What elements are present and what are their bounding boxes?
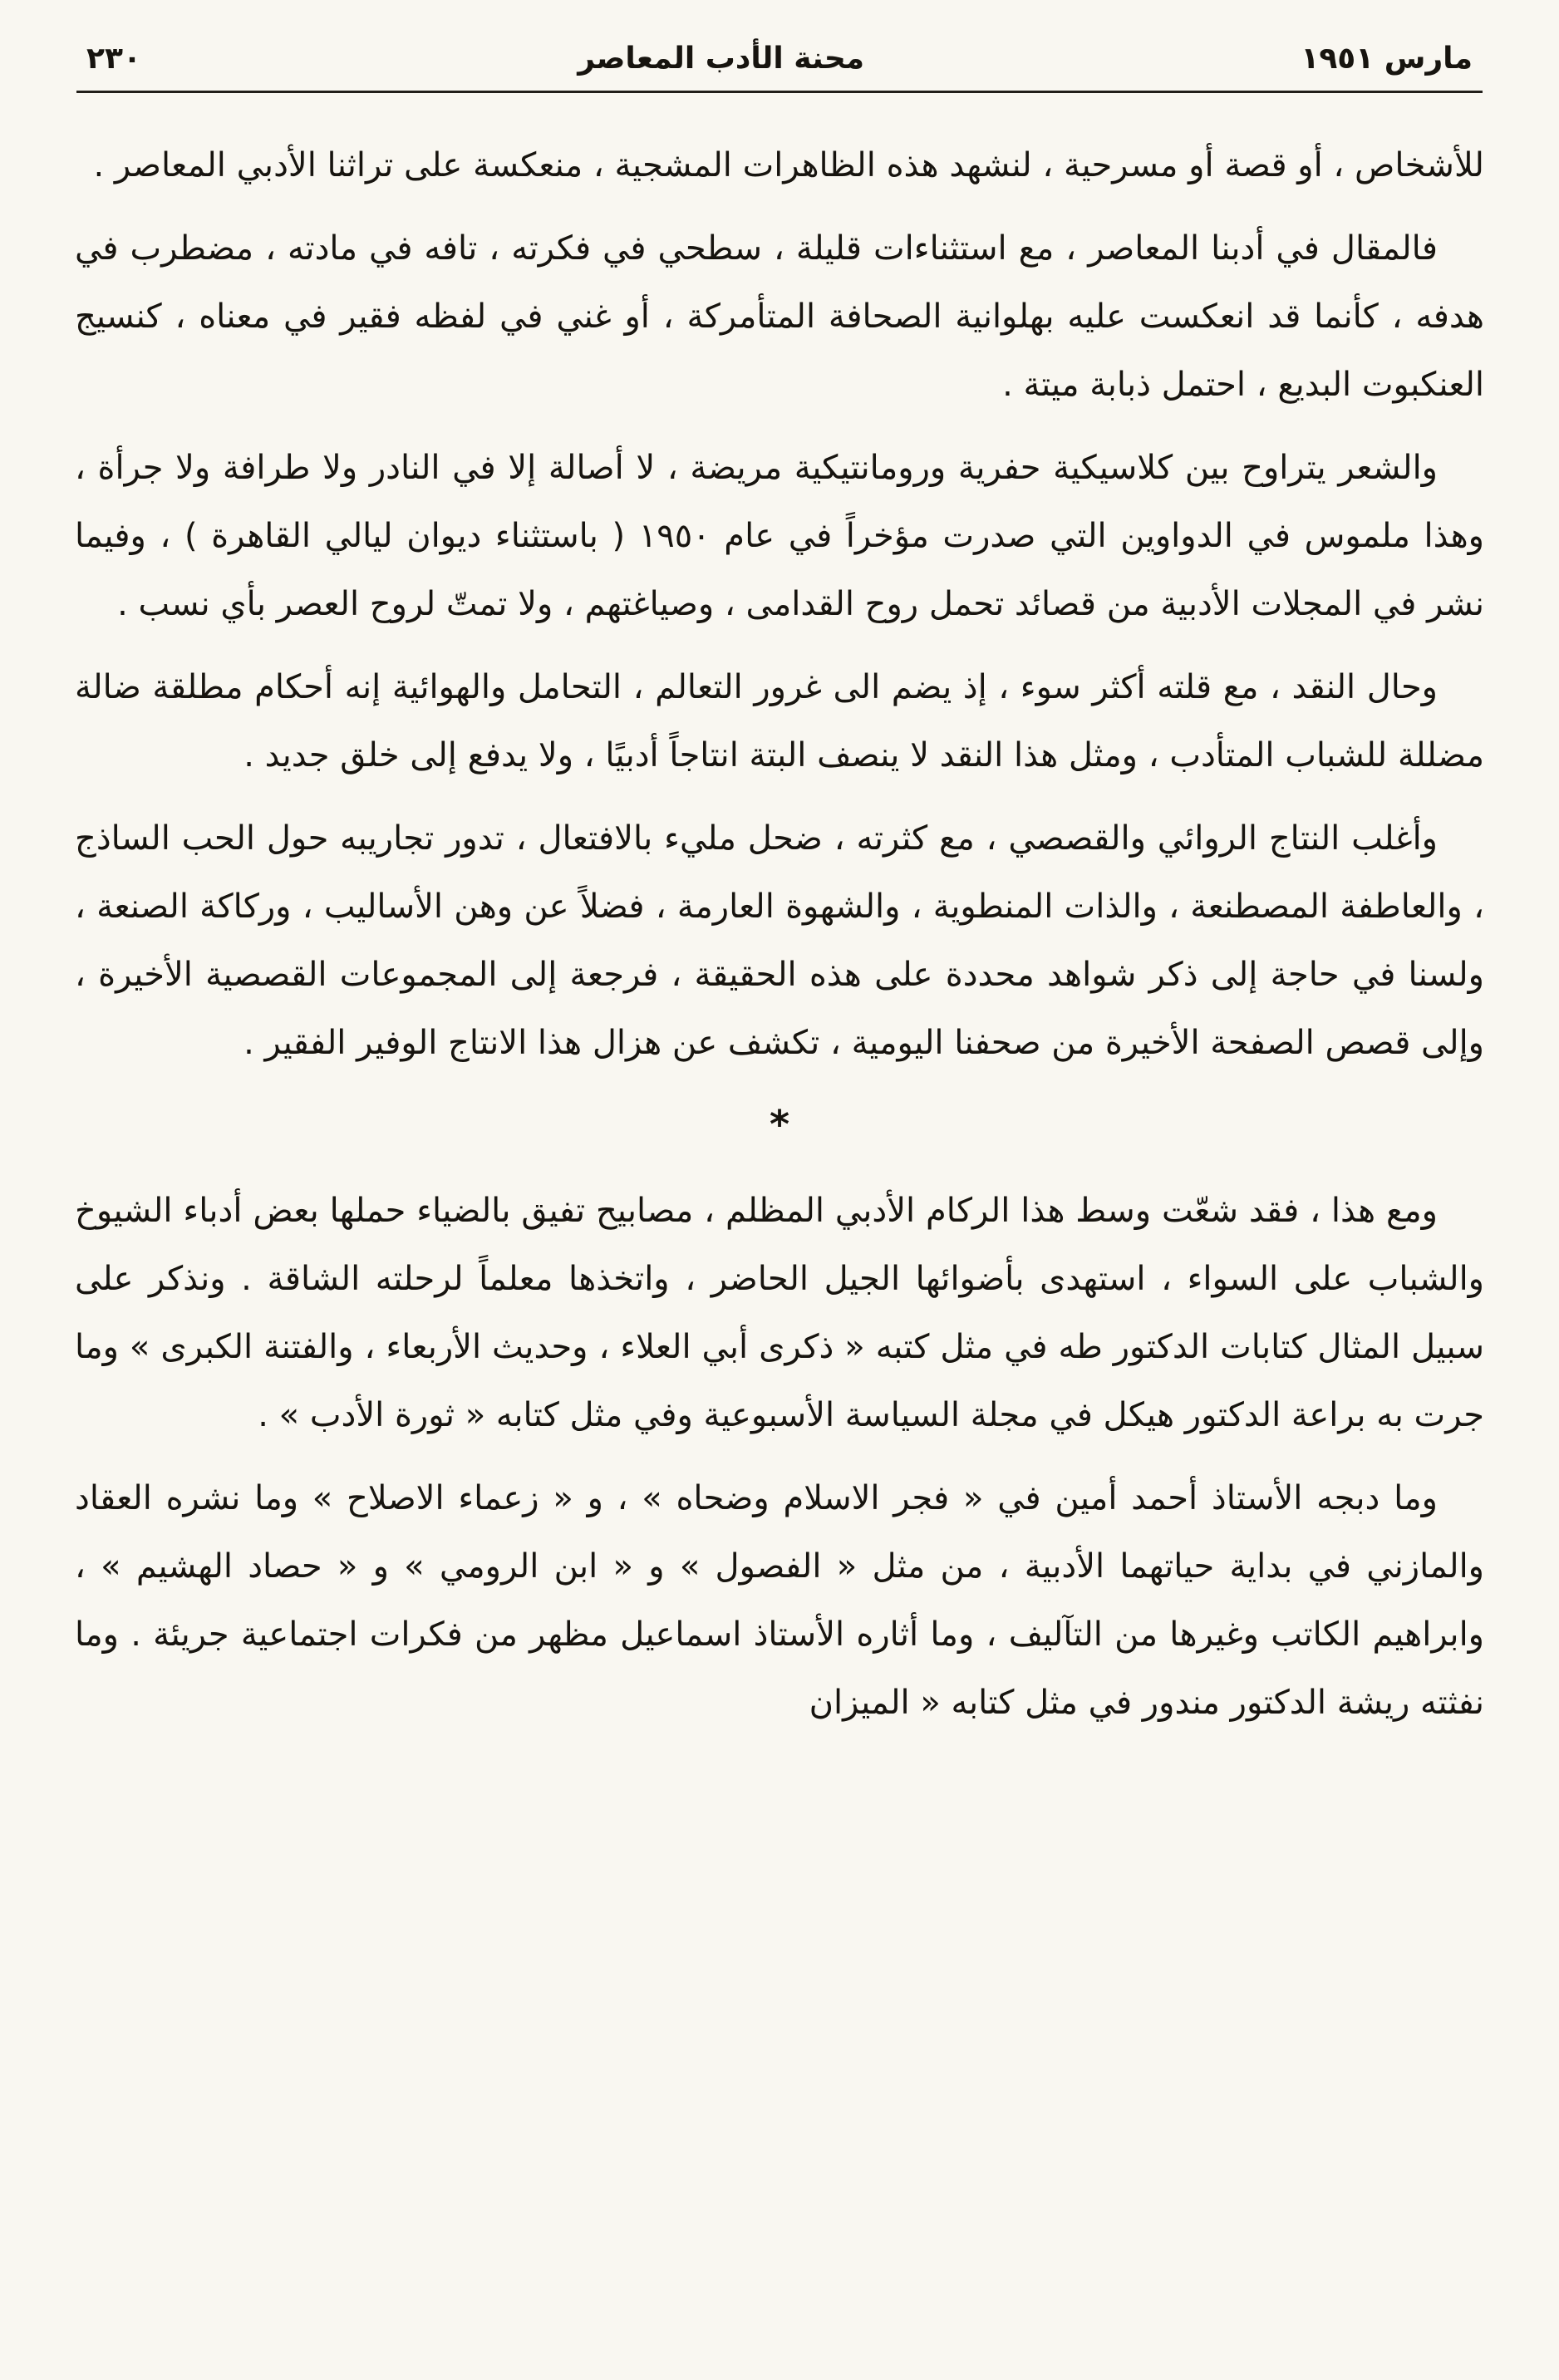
paragraph: وحال النقد ، مع قلته أكثر سوء ، إذ يضم الى غرور التعالم ، التحامل والهوائية إنه أحكام مطلقة ضالة مضللة للشباب المتأدب ، ومثل هذا النقد لا ينصف البتة انتاجاً أدبيًا ، ولا يدفع إلى خلق جديد . (75, 668, 1484, 774)
paragraph: فالمقال في أدبنا المعاصر ، مع استثناءات قليلة ، سطحي في فكرته ، تافه في مادته ، مضطرب في هدفه ، كأنما قد انعكست عليه بهلوانية الصحافة المتأمركة ، أو غني في لفظه فقير في معناه ، كنسيج العنكبوت البديع ، احتمل ذبابة ميتة . (75, 229, 1484, 404)
page-number: ٢٣٠ (86, 42, 141, 76)
paragraph: والشعر يتراوح بين كلاسيكية حفرية ورومانتيكية مريضة ، لا أصالة إلا في النادر ولا طرافة ولا جرأة ، وهذا ملموس في الدواوين التي صدرت مؤخراً في عام ١٩٥٠ ( باستثناء ديوان ليالي القاهرة ) ، وفيما نشر في المجلات الأدبية من قصائد تحمل روح القدامى ، وصياغتهم ، ولا تمتّ لروح العصر بأي نسب . (75, 449, 1484, 623)
article-title: محنة الأدب المعاصر (578, 42, 865, 76)
page-header (75, 35, 1484, 91)
paragraph: ومع هذا ، فقد شعّت وسط هذا الركام الأدبي المظلم ، مصابيح تفيق بالضياء حملها بعض أدباء الشيوخ والشباب على السواء ، استهدى بأضوائها الجيل الحاضر ، واتخذها معلماً لرحلته الشاقة . ونذكر على سبيل المثال كتابات الدكتور طه في مثل كتبه « ذكرى أبي العلاء ، وحديث الأربعاء ، والفتنة الكبرى » وما جرت به براعة الدكتور هيكل في مجلة السياسة الأسبوعية وفي مثل كتابه « ثورة الأدب » . (75, 1192, 1484, 1434)
paragraph: للأشخاص ، أو قصة أو مسرحية ، لنشهد هذه الظاهرات المشجية ، منعكسة على تراثنا الأدبي المعاصر . (93, 146, 1484, 184)
asterisk-separator: * (769, 1102, 790, 1147)
paragraph: وما دبجه الأستاذ أحمد أمين في « فجر الاسلام وضحاه » ، و « زعماء الاصلاح » وما نشره العقاد والمازني في بداية حياتهما الأدبية ، من مثل « الفصول » و « ابن الرومي » و « حصاد الهشيم » ، وابراهيم الكاتب وغيرها من التآليف ، وما أثاره الأستاذ اسماعيل مظهر من فكرات اجتماعية جريئة . وما نفثته ريشة الدكتور مندور في مثل كتابه « الميزان (75, 1479, 1484, 1722)
paragraph: وأغلب النتاج الروائي والقصصي ، مع كثرته ، ضحل مليء بالافتعال ، تدور تجاريبه حول الحب الساذج ، والعاطفة المصطنعة ، والذات المنطوية ، والشهوة العارمة ، فضلاً عن وهن الأساليب ، وركاكة الصنعة ، ولسنا في حاجة إلى ذكر شواهد محددة على هذه الحقيقة ، فرجعة إلى المجموعات القصصية الأخيرة ، وإلى قصص الصفحة الأخيرة من صحفنا اليومية ، تكشف عن هزال هذا الانتاج الوفير الفقير . (75, 819, 1484, 1062)
article-body (75, 131, 1484, 1737)
header-divider-rule (76, 91, 1483, 93)
publication-date: مارس ١٩٥١ (1301, 42, 1473, 76)
